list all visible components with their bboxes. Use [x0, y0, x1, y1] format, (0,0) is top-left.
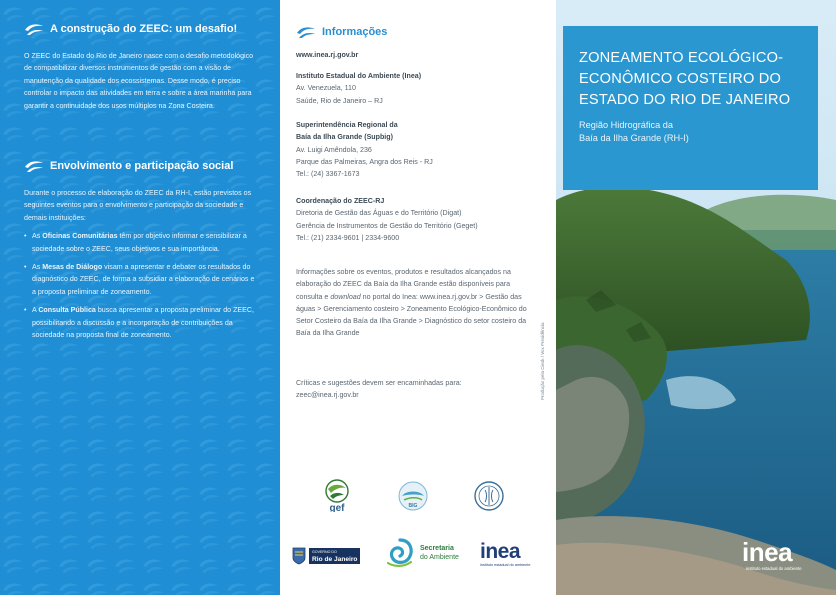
cover-title-box	[563, 26, 818, 190]
inea-cover-logo-subtitle: instituto estadual do ambiente	[746, 566, 802, 571]
governo-rj-logo: GOVERNO DO Rio de Janeiro	[292, 546, 367, 566]
gef-logo-text: gef	[329, 503, 345, 512]
rj-coat-of-arms-icon	[292, 547, 306, 565]
section-intro: Durante o processo de elaboração do ZEEC da RH-I, estão previstos os seguintes eventos para o envolvimento e participação da sociedade e demais instituições:	[24, 189, 252, 222]
bullet-item: • As Mesas de Diálogo visam a apresentar e debater os resultados do diagnóstico do ZEEC, de forma a subsidiar a elaboração de cenários e a proposta preliminar de zoneamento.	[24, 263, 255, 296]
cover-subtitle: Região Hidrográfica da Baía da Ilha Grande (RH-I)	[579, 120, 689, 143]
inea-address: Instituto Estadual do Ambiente (Inea) Av. Venezuela, 110 Saúde, Rio de Janeiro – RJ	[296, 72, 422, 105]
coordination-address: Coordenação do ZEEC-RJ Diretoria de Gestão das Águas e do Território (Digat) Gerência de Instrumentos de Gestão do Território (Geget) Tel.: (21) 2334-9601 | 2334-9600	[296, 197, 478, 242]
website-link[interactable]: www.inea.rj.gov.br	[296, 51, 359, 59]
supbig-address: Superintendência Regional da Baía da Ilha Grande (Supbig) Av. Luigi Amêndola, 236 Parque das Palmeiras, Angra dos Reis - RJ Tel.: (24) 3367-1673	[296, 121, 433, 179]
fao-logo-icon	[472, 480, 506, 512]
inea-cover-logo: inea	[742, 537, 793, 567]
section-body: O ZEEC do Estado do Rio de Janeiro nasce com o desafio metodológico de compatibilizar diversos instrumentos de gestão com a visão de manutenção da qualidade dos ecossistemas. Desse modo, é preciso controlar o impacto das atividades em terra e sobre a área marinha para garantir a continuidade dos usos múltiplos na Zona Costeira.	[24, 52, 254, 110]
right-panel-cover	[556, 0, 836, 595]
bullet-item: • As Oficinas Comunitárias têm por objetivo informar e sensibilizar a sociedade sobre o ZEEC, seus objetivos e sua importância.	[24, 232, 247, 253]
middle-panel	[280, 0, 556, 595]
secretaria-ambiente-logo: Secretaria do Ambiente	[384, 536, 464, 570]
cover-title: ZONEAMENTO ECOLÓGICO-ECONÔMICO COSTEIRO DO ESTADO DO RIO DE JANEIRO	[579, 50, 791, 108]
bullet-item: • A Consulta Pública busca apresentar a proposta preliminar do ZEEC, possibilitando a discussão e a incorporação de contribuições da sociedade na proposta final de zoneamento.	[24, 306, 254, 340]
gef-logo-icon	[322, 478, 352, 512]
section-heading-participation	[24, 159, 260, 173]
feedback-email-link[interactable]: zeec@inea.rj.gov.br	[296, 391, 359, 400]
section-title: Envolvimento e participação social	[50, 160, 234, 173]
swirl-icon	[384, 537, 416, 569]
big-logo-icon	[396, 480, 430, 512]
wave-logo-icon	[24, 22, 44, 36]
wave-logo-icon	[24, 159, 44, 173]
big-logo-text: BIG	[408, 503, 418, 509]
inea-small-logo: inea instituto estadual do ambiente	[480, 540, 531, 567]
section-title: A construção do ZEEC: um desafio!	[50, 23, 238, 35]
wave-logo-icon	[296, 25, 316, 39]
left-panel	[0, 0, 280, 595]
feedback-text: Críticas e sugestões devem ser encaminhadas para: zeec@inea.rj.gov.br	[296, 377, 538, 402]
info-paragraph: Informações sobre os eventos, produtos e resultados alcançados na elaboração do ZEEC da Baía da Ilha Grande estão disponíveis para consulta e download no portal do Inea: www.inea.rj.gov.br > Gestão das águas > Gerenciamento costeiro > Zoneamento Ecológico-Econômico do Setor Costeiro da Baía da Ilha Grande > Diagnóstico do setor costeiro da Baía da Ilha Grande	[296, 268, 527, 338]
photo-credit: Produção pela Ciesk / Vox Presidência	[540, 322, 545, 400]
section-heading-challenge	[24, 22, 260, 36]
info-heading: Informações	[296, 25, 387, 39]
